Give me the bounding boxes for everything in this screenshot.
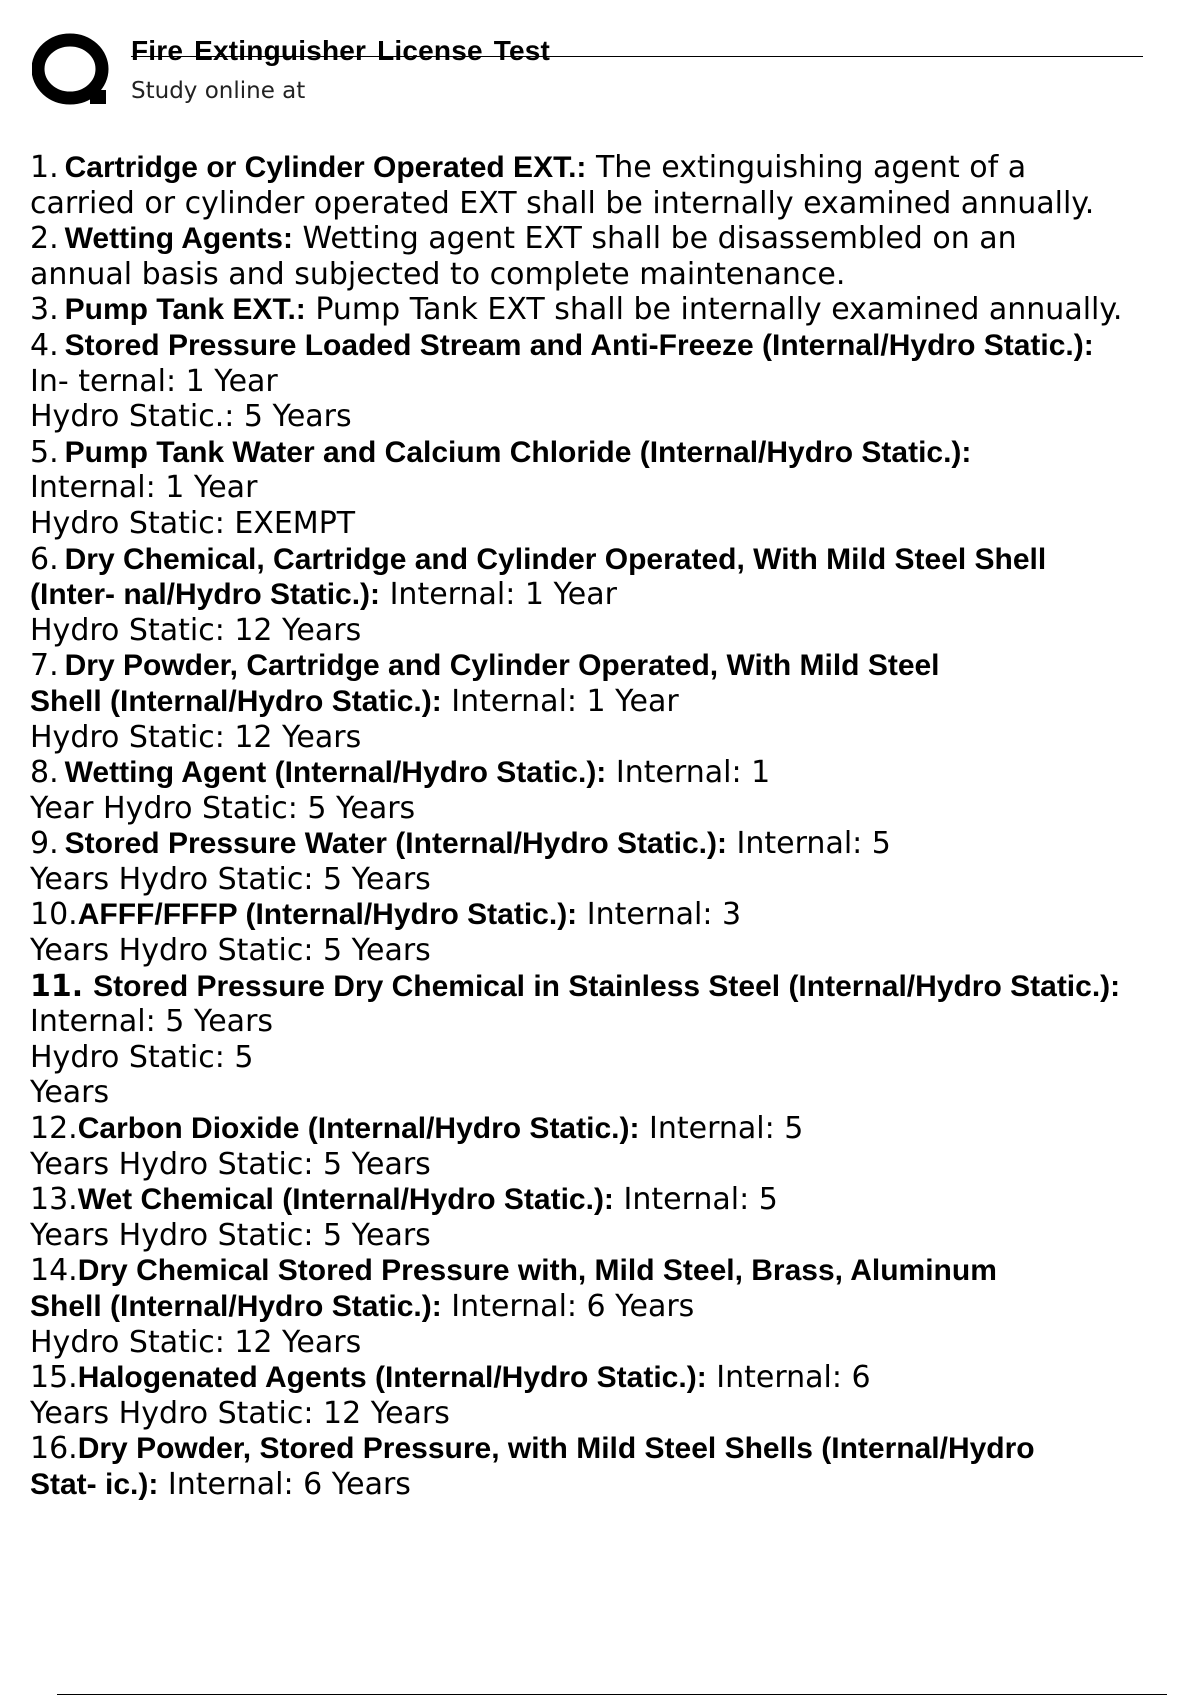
item-definition: Internal: 5 [623, 1182, 778, 1218]
item-definition-line: Years Hydro Static: 5 Years [30, 1146, 431, 1182]
list-item-6 [30, 542, 1190, 578]
item-definition: Internal: 1 Year [389, 577, 617, 613]
list-item-8 [30, 755, 1190, 791]
item-definition: Internal: 1 [615, 755, 771, 791]
document-subtitle: Study online at [131, 78, 306, 104]
item-number: 12. [30, 1111, 78, 1147]
item-number: 16. [30, 1431, 78, 1467]
item-number: 9. [30, 826, 59, 862]
list-item-10 [30, 897, 1190, 933]
item-definition-line: Hydro Static: 12 Years [30, 719, 362, 755]
item-term: Dry Chemical, Cartridge and Cylinder Operated, With Mild Steel Shell [64, 542, 1047, 576]
item-term: Carbon Dioxide (Internal/Hydro Static.): [77, 1112, 640, 1146]
item-definition: Wetting agent EXT shall be disassembled on an [302, 221, 1017, 257]
item-definition: Internal: 6 [716, 1360, 871, 1396]
item-term-continued-line [30, 577, 1190, 613]
list-item-7 [30, 648, 1190, 684]
item-definition: Internal: 5 [736, 826, 891, 862]
item-definition-line: Hydro Static: 5 [30, 1039, 254, 1075]
document-title: Fire Extinguisher License Test [131, 35, 551, 66]
item-term: Dry Powder, Stored Pressure, with Mild Steel Shells (Internal/Hydro [77, 1432, 1035, 1466]
list-item-9 [30, 826, 1190, 862]
list-item-12 [30, 1111, 1190, 1147]
item-definition-line: Years Hydro Static: 5 Years [30, 1217, 431, 1253]
item-term: Cartridge or Cylinder Operated EXT.: [64, 151, 587, 184]
list-item-14 [30, 1253, 1190, 1289]
item-definition: Internal: 5 [649, 1111, 804, 1147]
item-number: 1. [30, 150, 59, 185]
item-definition-line: Hydro Static: EXEMPT [30, 505, 356, 541]
item-number: 14. [30, 1253, 78, 1289]
item-definition-line: carried or cylinder operated EXT shall be internally examined annually. [30, 185, 1095, 221]
item-term-continued-line [30, 1289, 1190, 1325]
header-rule [131, 56, 1143, 57]
item-number: 13. [30, 1182, 78, 1218]
item-definition-line: Internal: 5 Years [30, 1004, 274, 1040]
item-term: Stored Pressure Water (Internal/Hydro Static.): [64, 827, 727, 861]
footer-rule [57, 1694, 1167, 1695]
item-definition-line: Internal: 1 Year [30, 470, 258, 506]
item-definition-line: Hydro Static: 12 Years [30, 1324, 362, 1360]
item-term-continued: (Inter- nal/Hydro Static.): [30, 578, 381, 612]
item-definition: The extinguishing agent of a [595, 150, 1027, 185]
item-definition-line: In- ternal: 1 Year [30, 363, 278, 399]
item-definition-line: Hydro Static: 12 Years [30, 612, 362, 648]
item-term: Dry Chemical Stored Pressure with, Mild Steel, Brass, Aluminum [77, 1254, 997, 1288]
list-item-4 [30, 328, 1190, 364]
item-number: 5. [30, 434, 59, 470]
item-number: 11. [30, 968, 84, 1004]
item-definition-line: Years Hydro Static: 12 Years [30, 1395, 450, 1431]
item-definition: Internal: 6 Years [451, 1289, 695, 1324]
item-number: 8. [30, 755, 59, 791]
item-term: Halogenated Agents (Internal/Hydro Static.): [77, 1361, 707, 1395]
quizlet-q-logo-icon [32, 32, 140, 112]
item-number: 6. [30, 541, 59, 577]
flashcard-list [30, 150, 1190, 1503]
item-term-continued: Shell (Internal/Hydro Static.): [30, 1290, 442, 1323]
item-number: 3. [30, 292, 59, 328]
list-item-1 [30, 150, 1190, 186]
item-number: 7. [30, 648, 59, 684]
list-item-2 [30, 221, 1190, 257]
item-definition-line: Years Hydro Static: 5 Years [30, 861, 431, 897]
item-term-continued: Shell (Internal/Hydro Static.): [30, 684, 442, 718]
item-number: 15. [30, 1360, 78, 1396]
item-definition: Pump Tank EXT shall be internally examined annually. [315, 292, 1123, 328]
item-term-continued-line [30, 684, 1190, 720]
item-term: AFFF/FFFP (Internal/Hydro Static.): [77, 898, 578, 932]
item-number: 2. [30, 221, 59, 257]
item-definition: Internal: 1 Year [451, 683, 679, 719]
list-item-3 [30, 292, 1190, 328]
list-item-13 [30, 1182, 1190, 1218]
list-item-11 [30, 969, 1190, 1005]
list-item-16 [30, 1431, 1190, 1467]
item-definition-line: Years Hydro Static: 5 Years [30, 933, 431, 969]
item-definition-line: Years [30, 1075, 110, 1111]
list-item-5 [30, 435, 1190, 471]
item-term: Stored Pressure Loaded Stream and Anti-Freeze (Internal/Hydro Static.): [64, 328, 1094, 362]
item-term: Wet Chemical (Internal/Hydro Static.): [77, 1183, 614, 1217]
page-header [30, 28, 1145, 118]
item-number: 4. [30, 327, 59, 363]
item-term: Wetting Agents: [64, 222, 293, 256]
item-definition-line: Year Hydro Static: 5 Years [30, 790, 416, 826]
item-number: 10. [30, 897, 78, 933]
item-term: Pump Tank EXT.: [64, 293, 306, 327]
item-definition-line: annual basis and subjected to complete maintenance. [30, 256, 846, 292]
item-definition: Internal: 3 [586, 897, 742, 933]
item-term-continued: Stat- ic.): [30, 1467, 159, 1501]
item-term: Wetting Agent (Internal/Hydro Static.): [64, 756, 607, 790]
item-term: Stored Pressure Dry Chemical in Stainless Steel (Internal/Hydro Static.): [93, 969, 1121, 1003]
list-item-15 [30, 1360, 1190, 1396]
item-term: Dry Powder, Cartridge and Cylinder Operated, With Mild Steel [64, 649, 940, 683]
item-term: Pump Tank Water and Calcium Chloride (Internal/Hydro Static.): [64, 435, 972, 469]
item-term-continued-line [30, 1467, 1190, 1503]
item-definition: Internal: 6 Years [167, 1466, 411, 1502]
item-definition-line: Hydro Static.: 5 Years [30, 399, 352, 435]
